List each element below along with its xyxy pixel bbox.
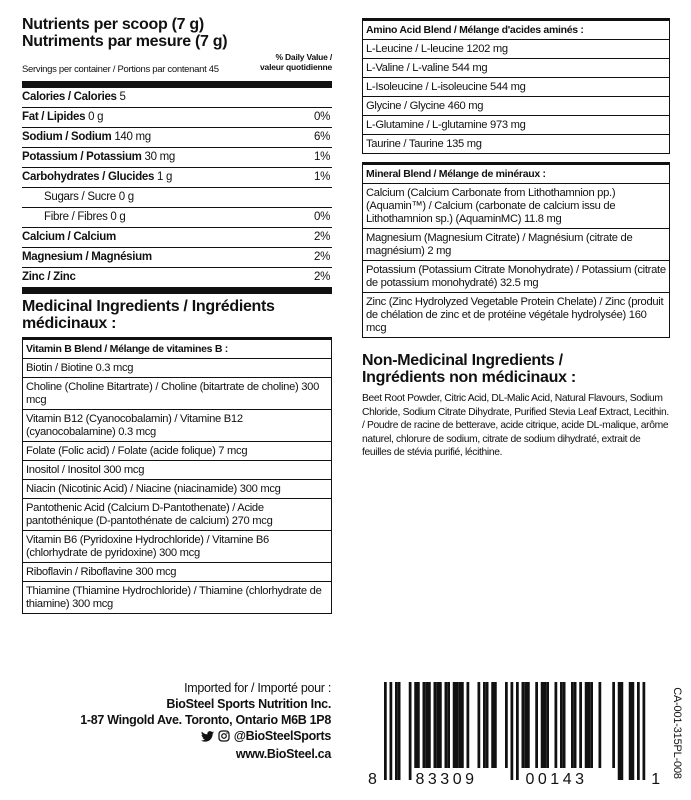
left-column bbox=[22, 16, 332, 614]
address: 1-87 Wingold Ave. Toronto, Ontario M6B 1P8 bbox=[80, 713, 331, 727]
barcode-digits: 1 bbox=[651, 771, 661, 788]
amino-acid-header: Amino Acid Blend / Mélange d'acides aminés : bbox=[363, 21, 669, 40]
barcode-bar bbox=[516, 682, 519, 780]
barcode-bar bbox=[434, 682, 437, 768]
instagram-icon bbox=[218, 730, 230, 742]
list-item: L-Glutamine / L-glutamine 973 mg bbox=[363, 116, 669, 135]
barcode-bar bbox=[541, 682, 544, 768]
barcode-bar bbox=[483, 682, 486, 768]
barcode-bar bbox=[456, 682, 459, 768]
barcode-bar bbox=[447, 682, 450, 768]
non-medicinal-text: Beet Root Powder, Citric Acid, DL-Malic Acid, Natural Flavours, Sodium Chloride, Sodium Citrate Dihydrate, Purified Stevia Leaf Extract, Lecithin. / Poudre de racine de betterave, acide citrique, acide DL-malique, arôme naturel, chlorure de sodium, citrate de sodium dihydraté, extrait de feuilles de stévia purifié, lécithine. bbox=[362, 393, 669, 458]
barcode-digits: 83309 bbox=[415, 771, 478, 788]
nutrition-row: Carbohydrates / Glucides 1 g 1% bbox=[22, 168, 332, 188]
nutrition-row: Magnesium / Magnésium 2% bbox=[22, 248, 332, 268]
barcode-digits: 00143 bbox=[525, 771, 588, 788]
barcode-bar bbox=[546, 682, 549, 768]
twitter-icon bbox=[201, 731, 214, 742]
nutrition-row: Fat / Lipides 0 g 0% bbox=[22, 108, 332, 128]
nutrition-row: Sugars / Sucre 0 g bbox=[22, 188, 332, 208]
nutrition-title-en: Nutrients per scoop (7 g) bbox=[22, 16, 204, 33]
medicinal-heading: Medicinal Ingredients / Ingrédients médicinaux : bbox=[22, 287, 332, 337]
list-item: Zinc (Zinc Hydrolyzed Vegetable Protein Chelate) / Zinc (produit de chélation de zinc et de protéine végétale hydrolysée) 160 mcg bbox=[366, 296, 664, 334]
list-item: Folate (Folic acid) / Folate (acide folique) 7 mcg bbox=[23, 442, 331, 461]
nutrition-row: Fibre / Fibres 0 g 0% bbox=[22, 208, 332, 228]
mineral-table bbox=[362, 162, 670, 338]
list-item: Choline (Choline Bitartrate) / Choline (bitartrate de choline) 300 mcg bbox=[23, 378, 331, 410]
servings-per-container: Servings per container / Portions par contenant 45 bbox=[22, 64, 219, 75]
barcode-bar bbox=[395, 682, 398, 780]
barcode-bar bbox=[478, 682, 481, 768]
list-item: Riboflavin / Riboflavine 300 mcg bbox=[23, 563, 331, 582]
non-medicinal-heading: Non-Medicinal Ingredients / Ingrédients non médicinaux : bbox=[362, 352, 576, 386]
barcode-bar bbox=[637, 682, 640, 780]
barcode-bar bbox=[423, 682, 426, 768]
list-item: Magnesium (Magnesium Citrate) / Magnésium (citrate de magnésium) 2 mg bbox=[363, 229, 669, 261]
barcode bbox=[362, 680, 666, 790]
barcode-bar bbox=[579, 682, 582, 768]
list-item: Inositol / Inositol 300 mcg bbox=[23, 461, 331, 480]
right-column bbox=[362, 18, 670, 460]
barcode-bar bbox=[599, 682, 602, 768]
mineral-header: Mineral Blend / Mélange de minéraux : bbox=[363, 165, 669, 184]
list-item: Biotin / Biotine 0.3 mcg bbox=[23, 359, 331, 378]
barcode-bar bbox=[560, 682, 563, 768]
barcode-bar bbox=[417, 682, 420, 768]
barcode-bar bbox=[643, 682, 646, 780]
list-item: Glycine / Glycine 460 mg bbox=[363, 97, 669, 116]
barcode-bar bbox=[445, 682, 448, 768]
list-item: L-Isoleucine / L-isoleucine 544 mg bbox=[363, 78, 669, 97]
barcode-bar bbox=[425, 682, 428, 768]
nutrition-rows bbox=[22, 88, 332, 287]
barcode-bar bbox=[588, 682, 591, 768]
barcode-digits: 8 bbox=[368, 771, 377, 788]
barcode-bar bbox=[535, 682, 538, 768]
barcode-bar bbox=[621, 682, 624, 780]
daily-value-header: % Daily Value / valeur quotidienne bbox=[260, 52, 332, 72]
list-item: L-Valine / L-valine 544 mg bbox=[363, 59, 669, 78]
barcode-bar bbox=[612, 682, 615, 768]
barcode-bar bbox=[527, 682, 530, 768]
list-item: L-Leucine / L-leucine 1202 mg bbox=[363, 40, 669, 59]
barcode-bar bbox=[524, 682, 527, 768]
amino-acid-table bbox=[362, 18, 670, 154]
nutrition-row: Calcium / Calcium 2% bbox=[22, 228, 332, 248]
website: www.BioSteel.ca bbox=[235, 746, 331, 761]
barcode-bar bbox=[585, 682, 588, 768]
company-name: BioSteel Sports Nutrition Inc. bbox=[166, 697, 331, 711]
barcode-bar bbox=[409, 682, 412, 780]
list-item: Calcium (Calcium Carbonate from Lithothamnion pp.) (Aquamin™) / Calcium (carbonate de calcium issu de Lithothamnion sp.) (AquaminMC) 11.8 mg bbox=[363, 184, 669, 229]
list-item: Vitamin B12 (Cyanocobalamin) / Vitamine B12 (cyanocobalamine) 0.3 mcg bbox=[23, 410, 331, 442]
nutrition-row: Zinc / Zinc 2% bbox=[22, 271, 330, 283]
importer-block bbox=[80, 680, 331, 762]
nutrition-row: Calories / Calories 5 bbox=[22, 88, 332, 108]
list-item: Thiamine (Thiamine Hydrochloride) / Thiamine (chlorhydrate de thiamine) 300 mcg bbox=[26, 585, 322, 610]
barcode-bar bbox=[494, 682, 497, 768]
barcode-bar bbox=[384, 682, 387, 780]
barcode-bar bbox=[555, 682, 558, 768]
barcode-bar bbox=[563, 682, 566, 768]
barcode-bar bbox=[632, 682, 635, 780]
barcode-bar bbox=[629, 682, 632, 780]
barcode-bar bbox=[511, 682, 514, 780]
barcode-graphic bbox=[362, 680, 666, 790]
list-item: Niacin (Nicotinic Acid) / Niacine (niacinamide) 300 mcg bbox=[23, 480, 331, 499]
barcode-bar bbox=[458, 682, 461, 768]
barcode-bar bbox=[574, 682, 577, 768]
barcode-bar bbox=[453, 682, 456, 768]
social-handle: @BioSteelSports bbox=[233, 729, 331, 743]
side-code: CA-001-315PL-008 bbox=[671, 687, 683, 779]
barcode-bar bbox=[439, 682, 442, 768]
barcode-bar bbox=[486, 682, 489, 768]
barcode-bar bbox=[544, 682, 547, 768]
list-item: Potassium (Potassium Citrate Monohydrate) / Potassium (citrate de potassium monohydraté) 32.5 mg bbox=[363, 261, 669, 293]
barcode-bar bbox=[428, 682, 431, 768]
social-line bbox=[201, 728, 331, 744]
imported-for: Imported for / Importé pour : bbox=[184, 681, 331, 695]
list-item: Pantothenic Acid (Calcium D-Pantothenate) / Acide pantothénique (D-pantothénate de calcium) 270 mcg bbox=[23, 499, 331, 531]
nutrition-row: Potassium / Potassium 30 mg 1% bbox=[22, 148, 332, 168]
barcode-bar bbox=[491, 682, 494, 768]
list-item: Vitamin B6 (Pyridoxine Hydrochloride) / Vitamine B6 (chlorhydrate de pyridoxine) 300 mcg bbox=[23, 531, 331, 563]
nutrition-row: Sodium / Sodium 140 mg 6% bbox=[22, 128, 332, 148]
nutrition-title-fr: Nutriments par mesure (7 g) bbox=[22, 33, 228, 50]
barcode-bar bbox=[414, 682, 417, 768]
list-item: Taurine / Taurine 135 mg bbox=[366, 138, 482, 150]
vitamin-b-header: Vitamin B Blend / Mélange de vitamines B : bbox=[23, 340, 331, 359]
barcode-bar bbox=[461, 682, 464, 768]
barcode-bar bbox=[522, 682, 525, 768]
barcode-bar bbox=[467, 682, 470, 768]
barcode-bar bbox=[618, 682, 621, 780]
barcode-bar bbox=[590, 682, 593, 768]
barcode-bar bbox=[505, 682, 508, 768]
thick-divider bbox=[22, 81, 332, 88]
barcode-bar bbox=[436, 682, 439, 768]
vitamin-b-table bbox=[22, 337, 332, 614]
barcode-bar bbox=[390, 682, 393, 780]
barcode-bar bbox=[571, 682, 574, 768]
barcode-bar bbox=[398, 682, 401, 780]
